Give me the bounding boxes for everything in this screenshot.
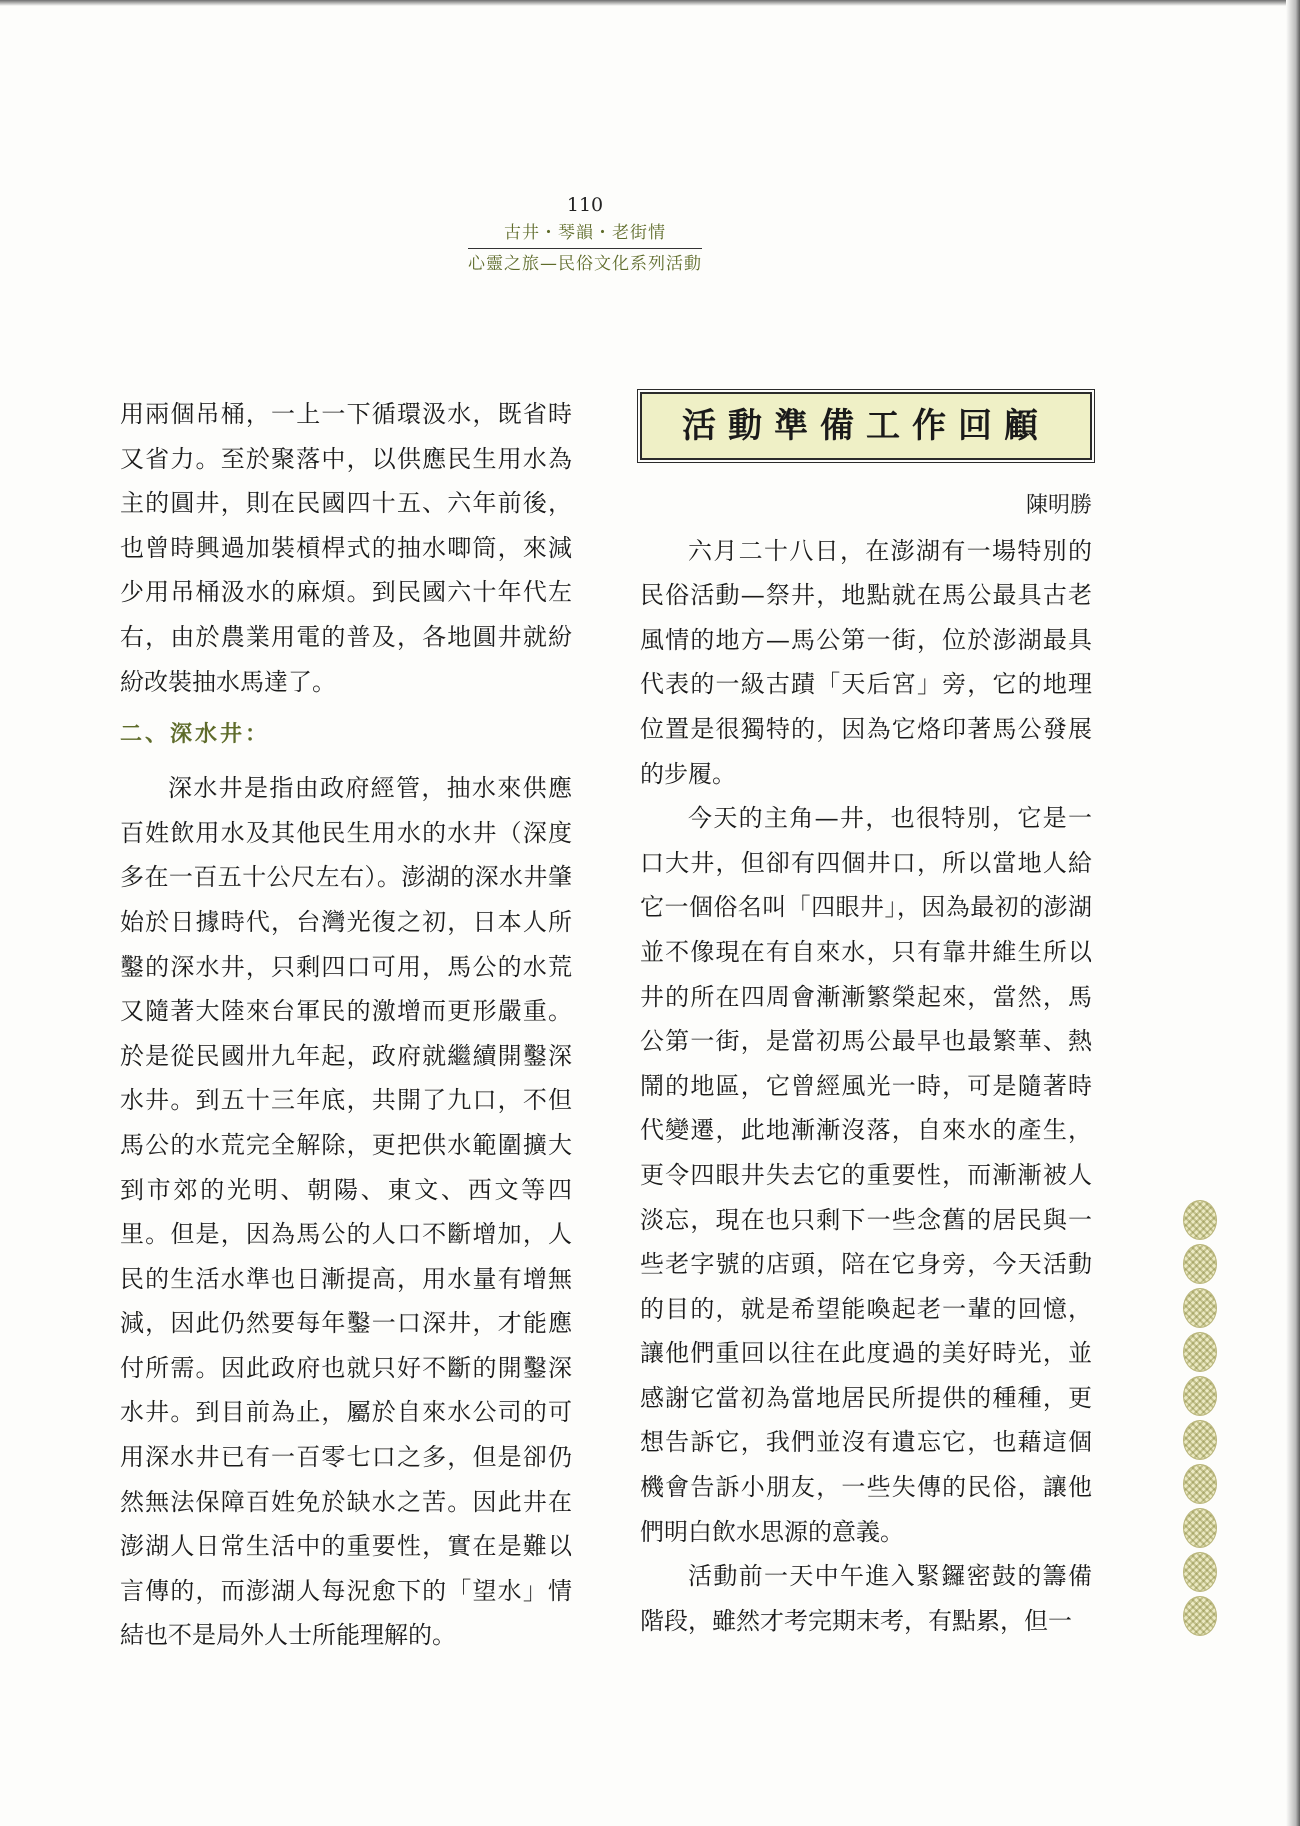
ornament-icon (1183, 1200, 1217, 1240)
deep-well-paragraph: 深水井是指由政府經管，抽水來供應百姓飲用水及其他民生用水的水井（深度多在一百五十公尺左右）。澎湖的深水井肇始於日據時代，台灣光復之初，日本人所鑿的深水井，只剩四口可用，馬公的水荒又隨著大陸來台軍民的激增而更形嚴重。於是從民國卅九年起，政府就繼續開鑿深水井。到五十三年底，共開了九口，不但馬公的水荒完全解除，更把供水範圍擴大到市郊的光明、朝陽、東文、西文等四里。但是，因為馬公的人口不斷增加，人民的生活水準也日漸提高，用水量有增無減，因此仍然要每年鑿一口深井，才能應付所需。因此政府也就只好不斷的開鑿深水井。到目前為止，屬於自來水公司的可用深水井已有一百零七口之多，但是卻仍然無法保障百姓免於缺水之苦。因此井在澎湖人日常生活中的重要性，實在是難以言傳的，而澎湖人每況愈下的「望水」情結也不是局外人士所能理解的。 (120, 774, 572, 1650)
margin-ornament-strip (1183, 1200, 1219, 1640)
article-title-box: 活動準備工作回顧 (640, 392, 1092, 460)
continued-paragraph: 用兩個吊桶，一上一下循環汲水，既省時又省力。至於聚落中，以供應民生用水為主的圓井，則在民國四十五、六年前後，也曾時興過加裝槓桿式的抽水唧筒，來減少用吊桶汲水的麻煩。到民國六十年代左右，由於農業用電的普及，各地圓井就紛紛改裝抽水馬達了。 (120, 400, 572, 696)
ornament-icon (1183, 1332, 1217, 1372)
page-edge-shadow-top (0, 0, 1300, 6)
left-column (120, 392, 572, 1658)
ornament-icon (1183, 1288, 1217, 1328)
ornament-icon (1183, 1376, 1217, 1416)
author-name: 陳明勝 (1025, 493, 1092, 518)
article-paragraph-2: 今天的主角—井，也很特別，它是一口大井，但卻有四個井口，所以當地人給它一個俗名叫「四眼井」，因為最初的澎湖並不像現在有自來水，只有靠井維生所以井的所在四周會漸漸繁榮起來，當然，馬公第一街，是當初馬公最早也最繁華、熱鬧的地區，它曾經風光一時，可是隨著時代變遷，此地漸漸沒落，自來水的產生，更令四眼井失去它的重要性，而漸漸被人淡忘，現在也只剩下一些念舊的居民與一些老字號的店頭，陪在它身旁，今天活動的目的，就是希望能喚起老一輩的回憶，讓他們重回以往在此度過的美好時光，並感謝它當初為當地居民所提供的種種，更想告訴它，我們並沒有遺忘它，也藉這個機會告訴小朋友，一些失傳的民俗，讓他們明白飲水思源的意義。 (640, 804, 1092, 1546)
ornament-icon (1183, 1244, 1217, 1284)
ornament-icon (1183, 1464, 1217, 1504)
ornament-icon (1183, 1596, 1217, 1636)
right-column (640, 392, 1092, 1643)
ornament-icon (1183, 1508, 1217, 1548)
section-heading-deep-well: 二、深水井： (120, 722, 271, 748)
running-header (460, 192, 710, 279)
book-subtitle: 心靈之旅—民俗文化系列活動 (468, 254, 702, 274)
book-title: 古井・琴韻・老街情 (504, 223, 666, 243)
page-edge-shadow-right (1286, 0, 1300, 1826)
ornament-icon (1183, 1552, 1217, 1592)
article-paragraph-3: 活動前一天中午進入緊鑼密鼓的籌備階段，雖然才考完期末考，有點累，但一 (640, 1562, 1092, 1635)
page-number: 110 (566, 194, 604, 216)
article-paragraph-1: 六月二十八日，在澎湖有一場特別的民俗活動—祭井，地點就在馬公最具古老風情的地方—馬公第一街，位於澎湖最具代表的一級古蹟「天后宮」旁，它的地理位置是很獨特的，因為它烙印著馬公發展的步履。 (640, 536, 1092, 788)
ornament-icon (1183, 1420, 1217, 1460)
